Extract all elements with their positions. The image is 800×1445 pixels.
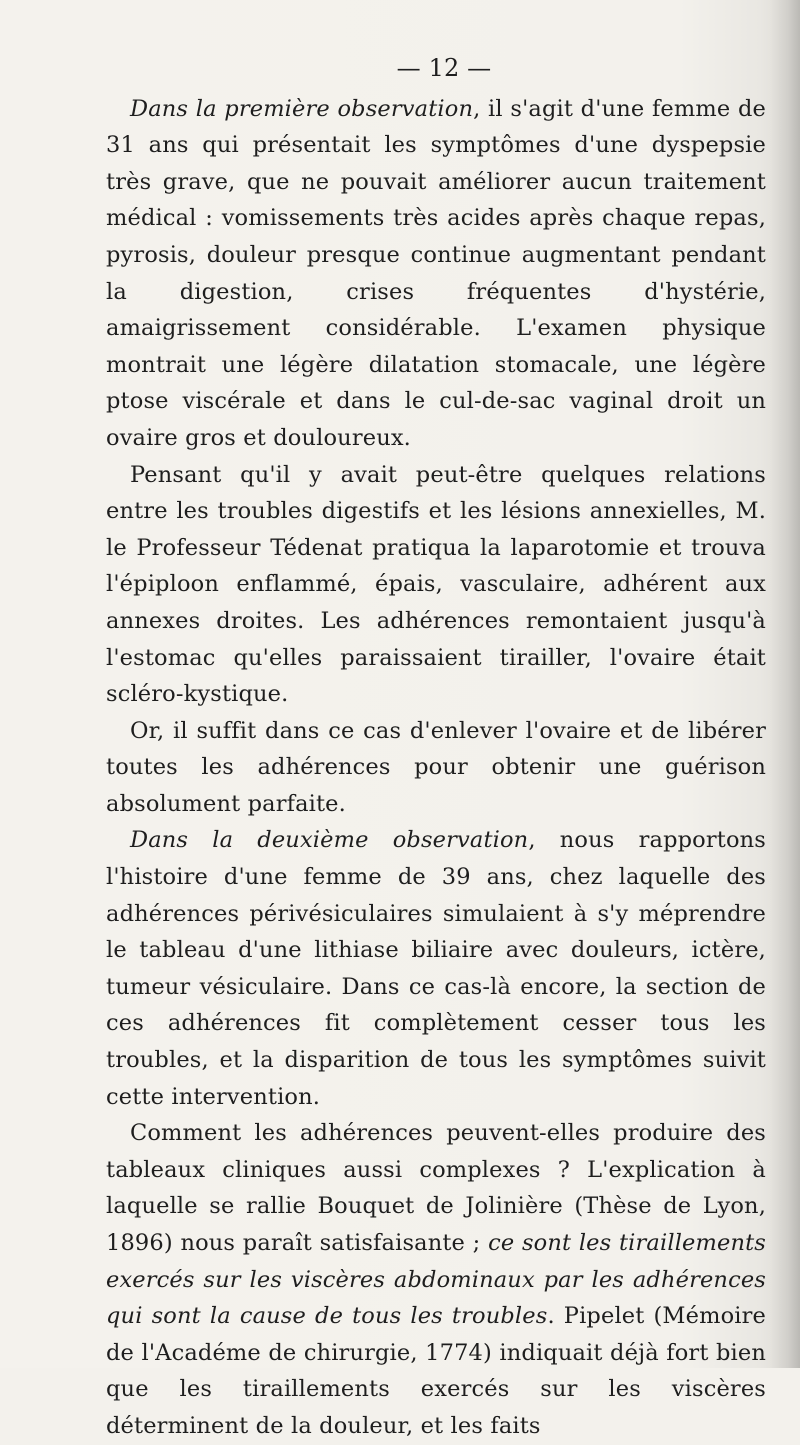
- paragraph-5-text-after: . Pipelet (Mémoire de l'Académe de chirurgie, 1774) indiquait déjà fort bien que les tiraillements exercés sur les viscères déterminent de la douleur, et les faits: [106, 1303, 766, 1439]
- page-text: [106, 50, 766, 1445]
- paragraph-1-italic-lead: Dans la première observation: [130, 95, 474, 122]
- page-number: — 12 —: [396, 54, 492, 82]
- paragraph-3-text: Or, il suffit dans ce cas d'enlever l'ovaire et de libérer toutes les adhérences pour obtenir une guérison absolument parfaite.: [106, 717, 766, 817]
- paragraph-4-text: , nous rapportons l'histoire d'une femme de 39 ans, chez laquelle des adhérences périvésiculaires simulaient à s'y méprendre le tableau d'une lithiase biliaire avec douleurs, ictère, tumeur vésiculaire. Dans ce cas-là encore, la section de ces adhérences fit complètement cesser tous les troubles, et la disparition de tous les symptômes suivit cette intervention.: [106, 827, 766, 1110]
- paragraph-2-text: Pensant qu'il y avait peut-être quelques relations entre les troubles digestifs et les lésions annexielles, M. le Professeur Tédenat pratiqua la laparotomie et trouva l'épiploon enflammé, épais, vasculaire, adhérent aux annexes droites. Les adhérences remontaient jusqu'à l'estomac qu'elles paraissaient tirailler, l'ovaire était scléro-kystique.: [106, 461, 766, 708]
- paragraph-1-text: , il s'agit d'une femme de 31 ans qui présentait les symptômes d'une dyspepsie très grave, que ne pouvait améliorer aucun traitement médical : vomissements très acides après chaque repas, pyrosis, douleur presque continue augmentant pendant la digestion, crises fréquentes d'hystérie, amaigrissement considérable. L'examen physique montrait une légère dilatation stomacale, une légère ptose viscérale et dans le cul-de-sac vaginal droit un ovaire gros et douloureux.: [106, 95, 766, 451]
- paragraph-1: [106, 91, 766, 457]
- paragraph-5-text: Comment les adhérences peuvent-elles produire des tableaux cliniques aussi complexes ? L'explication à laquelle se rallie Bouquet de Jolinière (Thèse de Lyon, 1896) nous paraît satisfaisante ;: [106, 1120, 766, 1256]
- paragraph-4: [106, 822, 766, 1115]
- page-edge-shadow: [770, 0, 800, 1368]
- paragraph-2: [106, 457, 766, 713]
- paragraph-4-italic-lead: Dans la deuxième observation: [130, 827, 529, 854]
- paragraph-3: [106, 713, 766, 823]
- paragraph-5-italic-mid: ce sont les tiraillements exercés sur les viscères abdominaux par les adhérences qui sont la cause de tous les troubles: [106, 1230, 766, 1330]
- paragraph-5: [106, 1115, 766, 1444]
